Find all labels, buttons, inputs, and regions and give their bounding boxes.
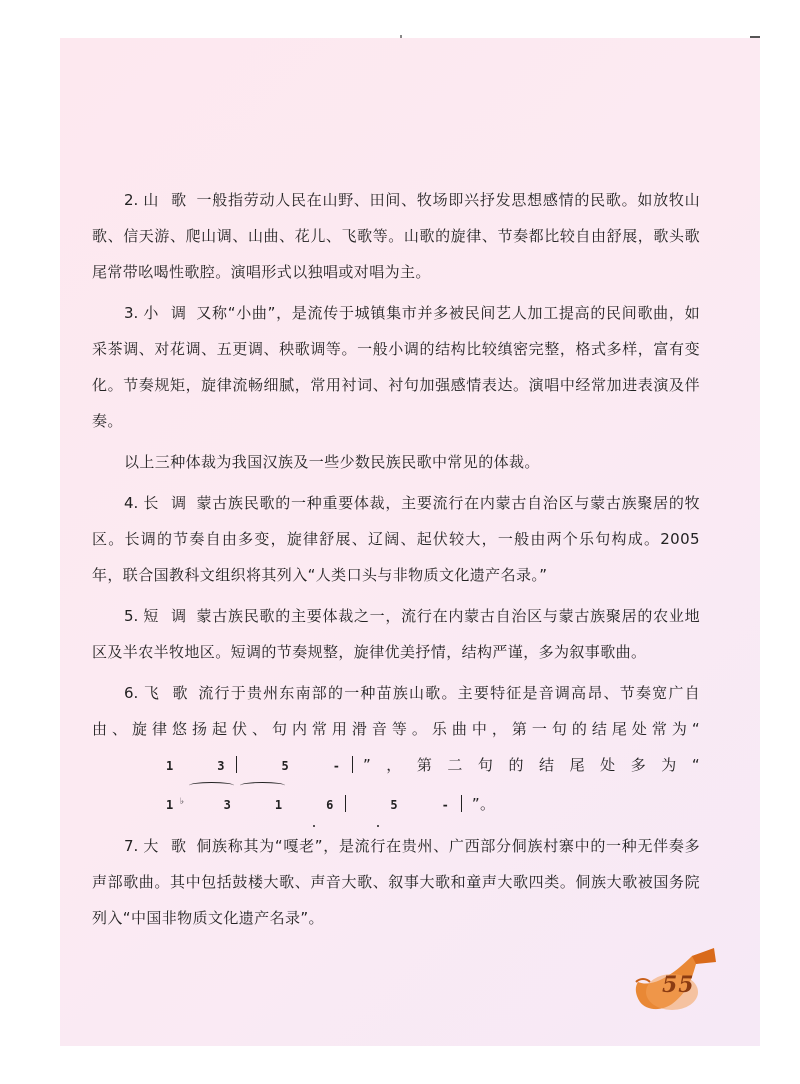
term-label: 4. 长 调 <box>124 494 187 512</box>
bar-line <box>345 795 346 812</box>
paragraph-summary <box>92 444 700 480</box>
term-label: 2. 山 歌 <box>124 191 187 209</box>
term-label: 6. 飞 歌 <box>124 684 189 702</box>
crop-corner-mark <box>750 36 760 38</box>
text-body <box>92 182 700 941</box>
bar-line <box>236 756 237 773</box>
paragraph-changdiao <box>92 485 700 593</box>
term-label: 5. 短 调 <box>124 607 187 625</box>
paragraph-xiaodiao <box>92 295 700 439</box>
paragraph-shange <box>92 182 700 290</box>
term-label: 7. 大 歌 <box>124 837 187 855</box>
paragraph-text: ”。 <box>471 795 496 813</box>
term-label: 3. 小 调 <box>124 304 187 322</box>
paragraph-text: 以上三种体裁为我国汉族及一些少数民族民歌中常见的体裁。 <box>124 453 540 471</box>
page-number: 55 <box>662 972 695 998</box>
music-notation-ending-2: 1 ♭ 3 1 6 5 - <box>92 784 472 823</box>
paragraph-feige <box>92 675 700 823</box>
bar-line <box>461 795 462 812</box>
paragraph-duandiao <box>92 598 700 670</box>
crop-tick-mark <box>400 35 402 38</box>
paragraph-text: 蒙古族民歌的一种重要体裁，主要流行在内蒙古自治区与蒙古族聚居的牧区。长调的节奏自由多变，旋律舒展、辽阔、起伏较大，一般由两个乐句构成。2005年，联合国教科文组织将其列入“人类口头与非物质文化遗产名录。” <box>92 494 700 584</box>
music-notation-ending-1: 1 3 5 - <box>92 748 363 784</box>
paragraph-text: 蒙古族民歌的主要体裁之一，流行在内蒙古自治区与蒙古族聚居的农业地区及半农半牧地区。短调的节奏规整，旋律优美抒情，结构严谨，多为叙事歌曲。 <box>92 607 700 661</box>
bar-line <box>352 756 353 773</box>
paragraph-text: 侗族称其为“嘎老”，是流行在贵州、广西部分侗族村寨中的一种无伴奏多声部歌曲。其中包括鼓楼大歌、声音大歌、叙事大歌和童声大歌四类。侗族大歌被国务院列入“中国非物质文化遗产名录”。 <box>92 837 700 927</box>
paragraph-text: 又称“小曲”，是流传于城镇集市并多被民间艺人加工提高的民间歌曲，如采茶调、对花调、五更调、秧歌调等。一般小调的结构比较缜密完整，格式多样，富有变化。节奏规矩，旋律流畅细腻，常用衬词、衬句加强感情表达。演唱中经常加进表演及伴奏。 <box>92 304 700 430</box>
paragraph-dage <box>92 828 700 936</box>
paragraph-text: ”，第二句的结尾处多为“ <box>362 756 700 774</box>
paragraph-text: 一般指劳动人民在山野、田间、牧场即兴抒发思想感情的民歌。如放牧山歌、信天游、爬山调、山曲、花儿、飞歌等。山歌的旋律、节奏都比较自由舒展，歌头歌尾常带吆喝性歌腔。演唱形式以独唱或对唱为主。 <box>92 191 700 281</box>
paragraph-text: 流行于贵州东南部的一种苗族山歌。主要特征是音调高昂、节奏宽广自由、旋律悠扬起伏、句内常用滑音等。乐曲中，第一句的结尾处常为“ <box>92 684 700 738</box>
